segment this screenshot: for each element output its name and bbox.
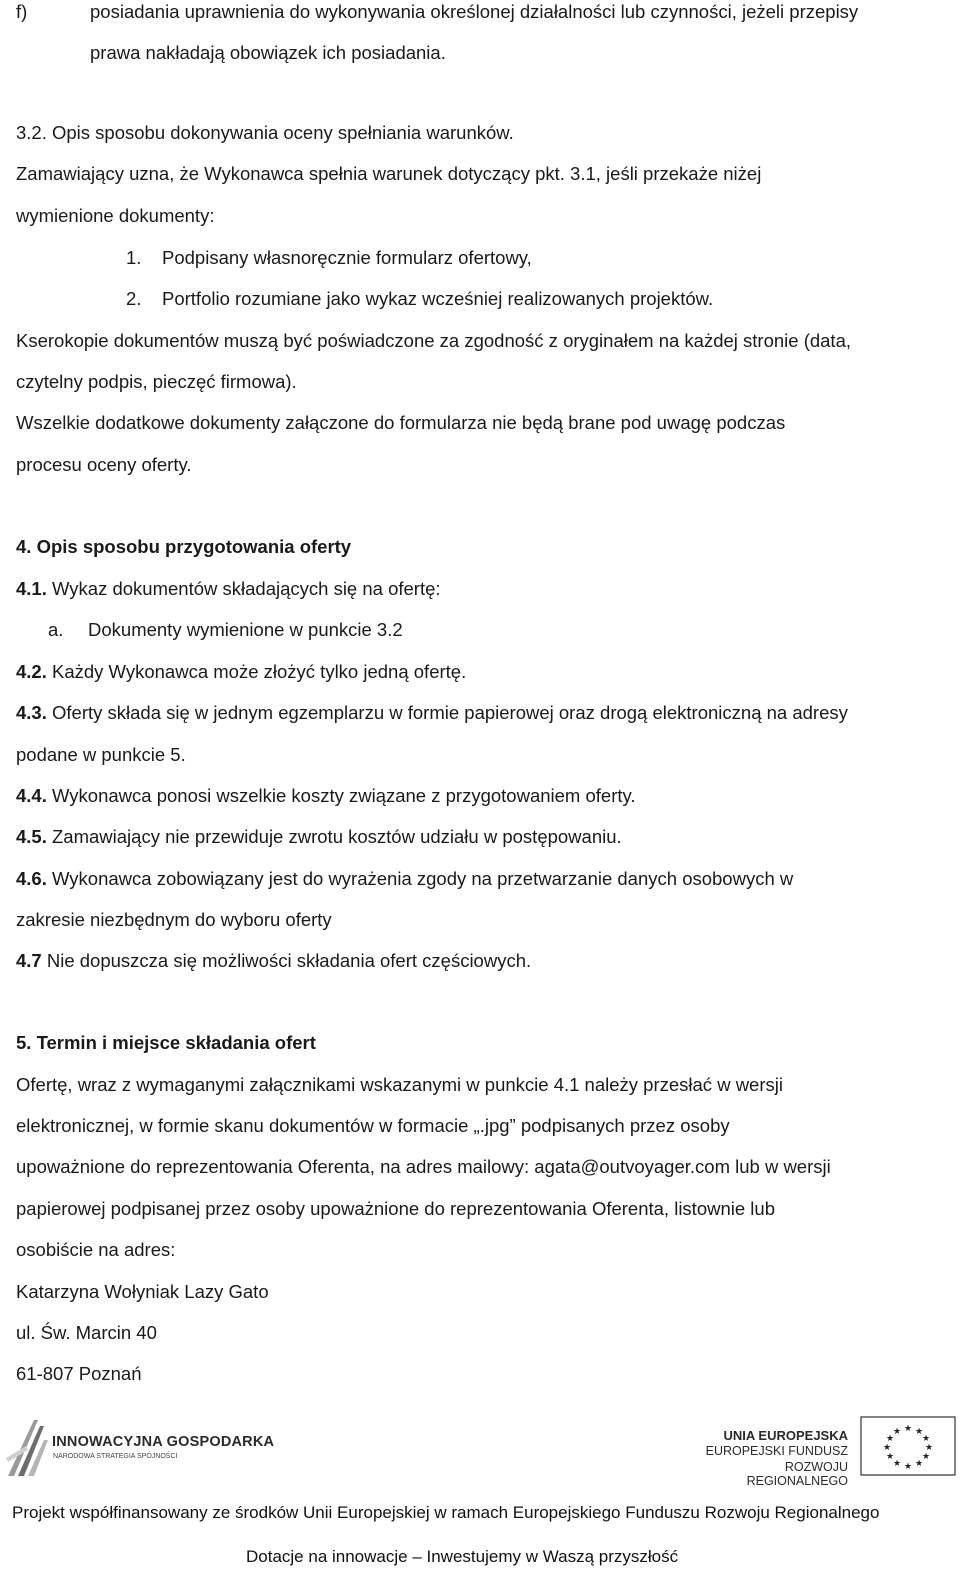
s5-address-street: ul. Św. Marcin 40 [16,1322,157,1343]
svg-text:★: ★ [892,1427,902,1437]
eu-flag-icon [860,1416,956,1476]
svg-text:★: ★ [882,1443,892,1453]
s32-item-1: 1. Podpisany własnoręcznie formularz ofertowy, [126,247,532,268]
s5-line4: papierowej podpisanej przez osoby upoważnione do reprezentowania Oferenta, listownie lub [16,1198,775,1219]
section-f-marker: f) [16,1,28,22]
s4-p43-line2: podane w punkcie 5. [16,744,186,765]
s4-p41a: a. Dokumenty wymienione w punkcie 3.2 [48,619,403,640]
svg-text:★: ★ [921,1452,931,1462]
footer-line2: Dotacje na innowacje – Inwestujemy w Waszą przyszłość [246,1547,679,1566]
section-f-line2: prawa nakładają obowiązek ich posiadania. [90,42,446,63]
s5-line2: elektronicznej, w formie skanu dokumentów w formacie „.jpg” podpisanych przez osoby [16,1115,730,1136]
unia-europejska-title: UNIA EUROPEJSKA [723,1428,848,1443]
unia-europejska-logo [682,1416,957,1488]
s32-heading: 3.2. Opis sposobu dokonywania oceny spełniania warunków. [16,122,514,143]
innowacyjna-gospodarka-logo [4,1414,284,1484]
s4-p46-line1: 4.6. Wykonawca zobowiązany jest do wyrażenia zgody na przetwarzanie danych osobowych w [16,868,794,889]
s4-p46-line2: zakresie niezbędnym do wyboru oferty [16,909,332,930]
s4-p43-line1: 4.3. Oferty składa się w jednym egzemplarzu w formie papierowej oraz drogą elektroniczną na adresy [16,702,848,723]
svg-text:★: ★ [924,1443,934,1453]
s32-extra-line1: Wszelkie dodatkowe dokumenty załączone do formularza nie będą brane pod uwagę podczas [16,412,786,433]
s4-p47: 4.7 Nie dopuszcza się możliwości składania ofert częściowych. [16,950,532,971]
s32-intro-line1: Zamawiający uzna, że Wykonawca spełnia warunek dotyczący pkt. 3.1, jeśli przekaże niżej [16,163,762,184]
s4-p44: 4.4. Wykonawca ponosi wszelkie koszty związane z przygotowaniem oferty. [16,785,636,806]
svg-text:★: ★ [921,1434,931,1444]
svg-text:★: ★ [914,1459,924,1469]
s4-p42: 4.2. Każdy Wykonawca może złożyć tylko jedną ofertę. [16,661,467,682]
svg-text:★: ★ [914,1427,924,1437]
svg-text:★: ★ [892,1459,902,1469]
s32-item-2: 2. Portfolio rozumiane jako wykaz wcześniej realizowanych projektów. [126,288,714,309]
innowacyjna-gospodarka-subtitle: NARODOWA STRATEGIA SPÓJNOŚCI [53,1453,178,1460]
s5-line1: Ofertę, wraz z wymaganymi załącznikami wskazanymi w punkcie 4.1 należy przesłać w wersji [16,1074,783,1095]
s32-copies-line2: czytelny podpis, pieczęć firmowa). [16,371,297,392]
footer-line1: Projekt współfinansowany ze środków Unii Europejskiej w ramach Europejskiego Funduszu Rozwoju Regionalnego [12,1503,880,1522]
svg-text:★: ★ [885,1452,895,1462]
efrr-line2: ROZWOJU REGIONALNEGO [746,1460,848,1488]
innowacyjna-gospodarka-title: INNOWACYJNA GOSPODARKA [52,1434,275,1450]
s4-p41: 4.1. Wykaz dokumentów składających się na ofertę: [16,578,441,599]
svg-text:★: ★ [903,1462,913,1472]
efrr-line1: EUROPEJSKI FUNDUSZ [705,1444,848,1458]
s32-copies-line1: Kserokopie dokumentów muszą być poświadczone za zgodność z oryginałem na każdej stronie (data, [16,330,852,351]
s5-line3: upoważnione do reprezentowania Oferenta, na adres mailowy: agata@outvoyager.com lub w wersji [16,1156,831,1177]
s32-extra-line2: procesu oceny oferty. [16,454,192,475]
svg-text:★: ★ [885,1434,895,1444]
s5-line5: osobiście na adres: [16,1239,176,1260]
s4-p45: 4.5. Zamawiający nie przewiduje zwrotu kosztów udziału w postępowaniu. [16,826,622,847]
section-f-line1: f) posiadania uprawnienia do wykonywania określonej działalności lub czynności, jeżeli przepisy [16,1,859,22]
svg-text:★: ★ [903,1424,913,1434]
s5-address-name: Katarzyna Wołyniak Lazy Gato [16,1281,269,1302]
s4-heading: 4. Opis sposobu przygotowania oferty [16,536,352,557]
s32-intro-line2: wymienione dokumenty: [16,205,215,226]
s5-heading: 5. Termin i miejsce składania ofert [16,1032,316,1053]
s5-address-city: 61-807 Poznań [16,1363,142,1384]
